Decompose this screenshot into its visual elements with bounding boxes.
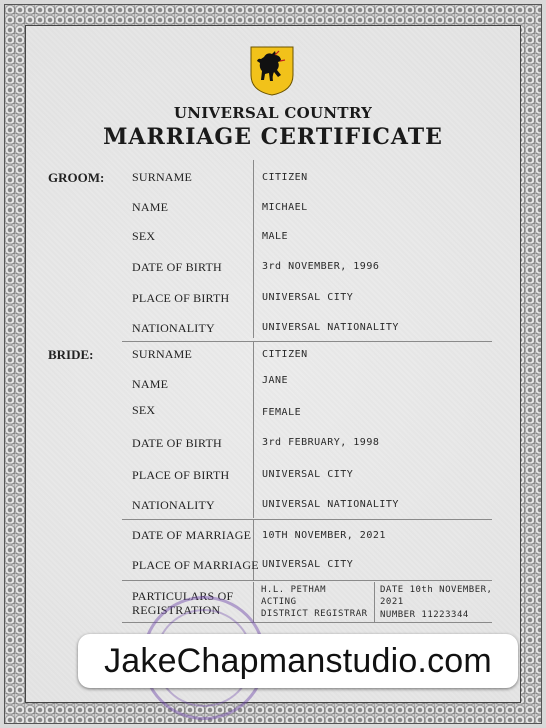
marriage-place-value: UNIVERSAL CITY bbox=[262, 559, 354, 570]
bride-name-value: JANE bbox=[262, 375, 289, 386]
groom-sex-label: SEX bbox=[132, 229, 156, 243]
groom-name-label: NAME bbox=[132, 200, 169, 214]
bride-sex-label: SEX bbox=[132, 403, 156, 417]
lion-crest-icon bbox=[249, 45, 295, 97]
registration-date-line2: 2021 bbox=[380, 597, 404, 607]
bride-surname-value: CITIZEN bbox=[262, 349, 308, 360]
groom-divider bbox=[253, 160, 254, 338]
certificate-title: MARRIAGE CERTIFICATE bbox=[103, 124, 443, 150]
bride-pob-value: UNIVERSAL CITY bbox=[262, 469, 354, 480]
groom-pob-label: PLACE OF BIRTH bbox=[132, 291, 230, 305]
bride-sex-value: FEMALE bbox=[262, 407, 302, 418]
bride-dob-label: DATE OF BIRTH bbox=[132, 436, 222, 450]
bride-dob-value: 3rd FEBRUARY, 1998 bbox=[262, 437, 380, 448]
bride-name-label: NAME bbox=[132, 377, 169, 391]
bride-section-label: BRIDE: bbox=[48, 347, 94, 362]
marriage-date-value: 10TH NOVEMBER, 2021 bbox=[262, 530, 386, 541]
registrar-name: H.L. PETHAM bbox=[261, 585, 327, 595]
registrar-office: DISTRICT REGISTRAR bbox=[261, 609, 368, 619]
registration-number: NUMBER 11223344 bbox=[380, 610, 469, 620]
bride-nationality-value: UNIVERSAL NATIONALITY bbox=[262, 499, 399, 510]
groom-surname-label: SURNAME bbox=[132, 170, 193, 184]
bride-surname-label: SURNAME bbox=[132, 347, 193, 361]
watermark-banner: JakeChapmanstudio.com bbox=[78, 634, 518, 688]
registration-label-line1: PARTICULARS OF bbox=[132, 589, 234, 603]
groom-pob-value: UNIVERSAL CITY bbox=[262, 292, 354, 303]
registration-date-line1: DATE 10th NOVEMBER, bbox=[380, 585, 493, 595]
section-rule bbox=[122, 580, 492, 581]
registrar-title: ACTING bbox=[261, 597, 297, 607]
groom-name-value: MICHAEL bbox=[262, 202, 308, 213]
groom-sex-value: MALE bbox=[262, 231, 289, 242]
groom-nationality-value: UNIVERSAL NATIONALITY bbox=[262, 322, 399, 333]
section-rule bbox=[122, 519, 492, 520]
marriage-place-label: PLACE OF MARRIAGE bbox=[132, 558, 259, 572]
bride-divider bbox=[253, 342, 254, 518]
registration-label-line2: REGISTRATION bbox=[132, 603, 221, 617]
marriage-date-label: DATE OF MARRIAGE bbox=[132, 528, 252, 542]
groom-surname-value: CITIZEN bbox=[262, 172, 308, 183]
registration-divider-2 bbox=[374, 582, 375, 622]
bride-pob-label: PLACE OF BIRTH bbox=[132, 468, 230, 482]
groom-nationality-label: NATIONALITY bbox=[132, 321, 215, 335]
country-heading: UNIVERSAL COUNTRY bbox=[173, 104, 373, 122]
section-rule bbox=[122, 341, 492, 342]
groom-dob-value: 3rd NOVEMBER, 1996 bbox=[262, 261, 380, 272]
groom-dob-label: DATE OF BIRTH bbox=[132, 260, 222, 274]
groom-section-label: GROOM: bbox=[48, 170, 105, 185]
bride-nationality-label: NATIONALITY bbox=[132, 498, 215, 512]
registration-divider bbox=[253, 582, 254, 622]
